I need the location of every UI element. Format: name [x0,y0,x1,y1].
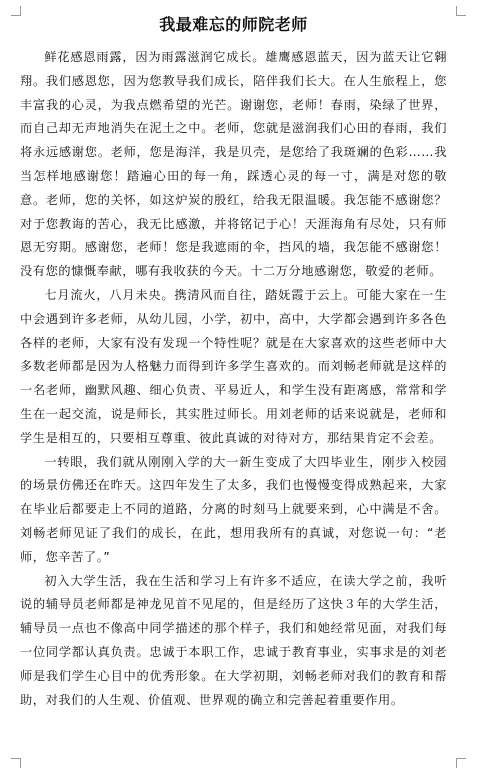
paragraph: 一转眼，我们就从刚刚入学的大一新生变成了大四毕业生，刚步入校园的场景仿佛还在昨天。这四年发生了太多，我们也慢慢变得成熟起来，大家在毕业后都要走上不同的道路，分离的时刻马上就要来到，心中满是不舍。刘畅老师见证了我们的成长，在此，想用我所有的真诚，对您说一句：“老师，您辛苦了。” [20,454,447,564]
page-corner-mark [456,758,466,768]
page-corner-mark [456,6,466,16]
document-title: 我最难忘的师院老师 [159,15,308,34]
paragraph: 初入大学生活，我在生活和学习上有许多不适应，在读大学之前，我听说的辅导员老师都是神龙见首不见尾的，但是经历了这快３年的大学生活，辅导员一点也不像高中同学描述的那个样子，我们和她经常见面，对我们每一位同学都认真负责。忠诚于本职工作，忠诚于教育事业，实事求是的刘老师是我们学生心目中的优秀形象。在大学初期，刘畅老师对我们的教育和帮助，对我们的人生观、价值观、世界观的确立和完善起着重要作用。 [20,573,447,707]
paragraph: 鲜花感恩雨露，因为雨露滋润它成长。雄鹰感恩蓝天，因为蓝天让它翱翔。我们感恩您，因为您教导我们成长，陪伴我们长大。在人生旅程上，您丰富我的心灵，为我点燃希望的光芒。谢谢您，老师！春雨，染绿了世界，而自己却无声地消失在泥土之中。老师，您就是滋润我们心田的春雨，我们将永远感谢您。老师，您是海洋，我是贝壳，是您给了我斑斓的色彩……我当怎样地感谢您！踏遍心田的每一角，踩透心灵的每一寸，满是对您的敬意。老师，您的关怀，如这炉炭的殷红，给我无限温暖。我怎能不感谢您？对于您教诲的苦心，我无比感激，并将铭记于心！天涯海角有尽处，只有师恩无穷期。感谢您，老师！您是我遮雨的伞，挡风的墙，我怎能不感谢您！没有您的慷慨奉献，哪有我收获的今天。十二万分地感谢您，敬爱的老师。 [20,50,447,279]
paragraph: 七月流火，八月未央。携清风而自往，踏妩霞于云上。可能大家在一生中会遇到许多老师，从幼儿园，小学，初中，高中，大学都会遇到许多各色各样的老师，大家有没有发现一个特性呢？就是在大家喜欢的这些老师中大多数老师都是因为人格魅力而得到许多学生喜欢的。而刘畅老师就是这样的一名老师，幽默风趣、细心负责、平易近人，和学生没有距离感，常常和学生在一起交流，说是师长，其实胜过师长。用刘老师的话来说就是，老师和学生是相互的，只要相互尊重、彼此真诚的对待对方，那结果肯定不会差。 [20,287,447,445]
page-corner-mark [11,758,21,768]
page-corner-mark [11,6,21,16]
